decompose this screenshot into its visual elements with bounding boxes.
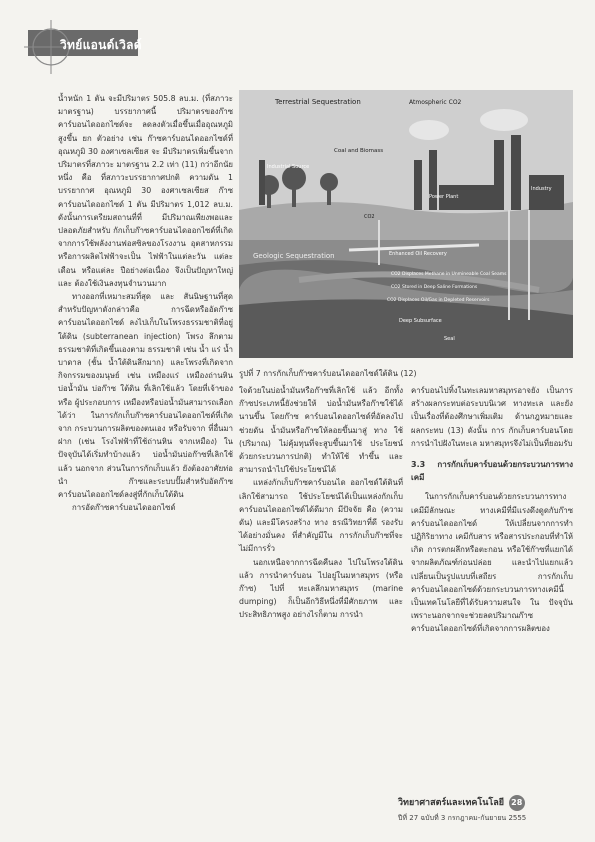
paragraph: คาร์บอนไปทิ้งในทะเลมหาสมุทรอาจยัง เป็นการสร้างผลกระทบต่อระบบนิเวศ ทางทะเล และยังเป็นเรื่องที่ต้องศึกษาเพิ่มเติม ด้านกฎหมายและผลกระทบ (13) ดังนั้น การ กักเก็บคาร์บอนโดยการนำไปฝังในทะเล มหาสมุทรจึงไม่เป็นที่ยอมรับ: [411, 386, 573, 448]
sequestration-figure: [239, 90, 573, 358]
label-co2: CO2: [364, 214, 375, 220]
sequestration-diagram: [239, 90, 573, 358]
paragraph: น้ำหนัก 1 ตัน จะมีปริมาตร 505.8 ลบ.ม. (ที่สภาวะมาตรฐาน) บรรยากาศนี้ ปริมาตรของก๊าซคาร์บอนไดออกไซด์จะ ลดลงตัวเมื่อขึ้นเมื่ออุณหภูมิสูงขึ้น ยก ตัวอย่าง เช่น ก๊าซคาร์บอนไดออกไซด์ที่ อุณหภูมิ 30 องศาเซลเซียส จะ มีปริมาตรเพิ่มขึ้นจากปริมาตรที่สภาวะ มาตรฐาน 2.2 เท่า (11) กว่าอีกนัยหนึ่ง คือ ที่สภาวะบรรยากาศปกติ ความดัน 1 บรรยากาศ อุณหภูมิ 30 องศาเซลเซียส ก๊าซคาร์บอนไดออกไซด์ 1 ตัน มีปริมาตร 1,012 ลบ.ม. ดังนั้นการเตรียมสถานที่ที่ มีปริมาณเพียงพอและปลอดภัยสำหรับ กักเก็บก๊าซคาร์บอนไดออกไซด์ที่เกิด จากการใช้พลังงานฟอสซิลของโรงงาน อุตสาหกรรมหรือการผลิตไฟฟ้าจะเป็น ไฟฟ้าในแต่ละวัน แต่ละเดือน หรือแต่ละ ปีอย่างต่อเนื่อง จึงเป็นปัญหาใหญ่และ ต้องใช้เงินลงทุนจำนวนมาก: [58, 94, 233, 288]
text-column-left: [58, 92, 233, 515]
label-coal-plant: Coal and Biomass: [334, 148, 384, 154]
label-industrial: Industrial Source: [267, 164, 310, 170]
label-terrestrial: Terrestrial Sequestration: [275, 98, 361, 106]
label-oil-recovery: Enhanced Oil Recovery: [389, 251, 447, 257]
label-industry: Industry: [531, 186, 552, 192]
label-deep: Deep Subsurface: [399, 318, 442, 324]
section-heading: 3.3 การกักเก็บคาร์บอนด้วยกระบวนการทางเคมี: [411, 460, 573, 483]
text-column-middle: [239, 384, 403, 622]
header-title: วิทย์แอนด์เวิลด์: [60, 38, 142, 52]
label-seal: Seal: [444, 336, 455, 342]
label-geologic: Geologic Sequestration: [253, 252, 335, 260]
paragraph: ทางออกที่เหมาะสมที่สุด และ สันนิษฐานที่สุดสำหรับปัญหาดังกล่าวคือ การฉีดหรืออัดก๊าซคาร์บอนไดออกไซด์ ลงไปเก็บในโพรงธรรมชาติที่อยู่ใต้ดิน (subterranean injection) โพรง ลึกตามธรรมชาติที่เกิดขึ้นเองตาม ธรรมชาติ เช่น น้ำ แร่ น้ำบาดาล (ชั้น น้ำใต้ดินลึกมาก) และโพรงที่เกิดจาก กิจกรรมของมนุษย์ เช่น เหมืองแร่ เหมืองถ่านหิน บ่อน้ำมัน บ่อก๊าซ ใต้ดิน ที่เลิกใช้แล้ว โดยที่เจ้าของ หรือ ผู้ประกอบการ เหมืองหรือบ่อน้ำมันสามารถเลือกได้ว่า ในการกักเก็บก๊าซคาร์บอนไดออกไซด์ที่เกิดจาก กระบวนการผลิตของตนเอง หรือรับจาก ที่อื่นมาฝาก (เช่น โรงไฟฟ้าที่ใช้ถ่านหิน จากเหมือง) ในปัจจุบันได้เริ่มทำบ้างแล้ว บ่อน้ำมันบ่อก๊าซที่เลิกใช้แล้ว นอกจาก ส่วนในการกักเก็บแล้ว ยังต้องอาศัยท่อนำ ก๊าซและระบบปั๊มสำหรับอัดก๊าซ คาร์บอนไดออกไซด์ลงสู่ที่กักเก็บใต้ดิน: [58, 292, 233, 500]
paragraph: นอกเหนือจากการฉีดคืนลง ไปในโพรงใต้ดินแล้ว การนำคาร์บอน ไปอยู่ในมหาสมุทร (หรือก๊าซ) ไปที่ ทะเลลึกมหาสมุทร (marine dumping) ก็เป็นอีกวิธีหนึ่งที่มีศักยภาพ และ ประสิทธิภาพสูง อย่างไรก็ตาม การนำ: [239, 557, 403, 620]
figure-caption: รูปที่ 7 การกักเก็บก๊าซคาร์บอนไดออกไซด์ใต้ดิน (12): [239, 369, 417, 378]
label-saline: CO2 Stored in Deep Saline Formations: [391, 285, 478, 290]
paragraph: ใจด้วยในบ่อน้ำมันหรือก๊าซที่เลิกใช้ แล้ว อีกทั้งก๊าซประเภทนี้ยังช่วยให้ บ่อน้ำมันหรือก๊าซใช้ได้นานขึ้น โดยก๊าซ คาร์บอนไดออกไซด์ที่อัดลงไปช่วยดัน น้ำมันหรือก๊าซให้ลอยขึ้นมาสู่ ทาง ใช้ (ปริมาณ) ไม่คุ้มทุนที่จะสูบขึ้นมาใช้ ประโยชน์ด้วยกระบวนการปกติ) ทำให้ใช้ ทำขึ้น และสามารถนำไปใช้ประโยชน์ได้: [239, 386, 403, 475]
label-power: Power Plant: [429, 194, 459, 200]
paragraph: ในการกักเก็บคาร์บอนด้วยกระบวนการทางเคมีมีลักษณะ ทางเคมีที่มีแรงดึงดูดกับก๊าซ คาร์บอนไดออกไซด์ ให้เปลี่ยนจากการทำปฏิกิริยาทาง เคมีกับสาร หรือสารประกอบที่ทำให้เกิด การตกผลึกหรือตะกอน หรือใช้ก๊าซที่แยกได้จากผลิตภัณฑ์ก่อนปล่อย และนำไปแยกแล้วเปลี่ยนเป็นรูปแบบที่เสถียร การกักเก็บ คาร์บอนไดออกไซด์ด้วยกระบวนการทางเคมีนี้เป็นเทคโนโลยีที่ได้รับความสนใจ ใน ปัจจุบันเพราะนอกจากจะช่วยลดปริมาณก๊าซ คาร์บอนไดออกไซด์ที่เกิดจากการผลิตของ: [411, 492, 573, 634]
magazine-name: วิทยาศาสตร์และเทคโนโลยี: [398, 798, 505, 808]
paragraph: แหล่งกักเก็บก๊าซคาร์บอนได ออกไซด์ใต้ดินที่เลิกใช้สามารถ ใช้ประโยชน์ได้เป็นแหล่งกักเก็บ คาร์บอนไดออกไซด์ได้ดีมาก มีปัจจัย คือ (ความดัน) และมีโครงสร้าง ทาง ธรณีวิทยาที่ดี รองรับได้อย่างมั่นคง ที่สำคัญมีใน การกักเก็บก๊าซที่จะไม่มีการรั่ว: [239, 478, 403, 554]
label-atmospheric: Atmospheric CO2: [409, 99, 462, 106]
issue-info: ปีที่ 27 ฉบับที่ 3 กรกฎาคม-กันยายน 2555: [398, 814, 527, 822]
text-column-right: [411, 384, 573, 636]
page-number: 28: [509, 795, 525, 811]
label-coal-seam: CO2 Displaces Methane in Unmineable Coal Seams: [391, 272, 507, 277]
paragraph: การอัดก๊าซคาร์บอนไดออกไซด์: [72, 503, 176, 513]
label-depleted: CO2 Displaces Oil/Gas in Depleted Reservoirs: [387, 298, 490, 303]
page-footer: [398, 795, 578, 824]
